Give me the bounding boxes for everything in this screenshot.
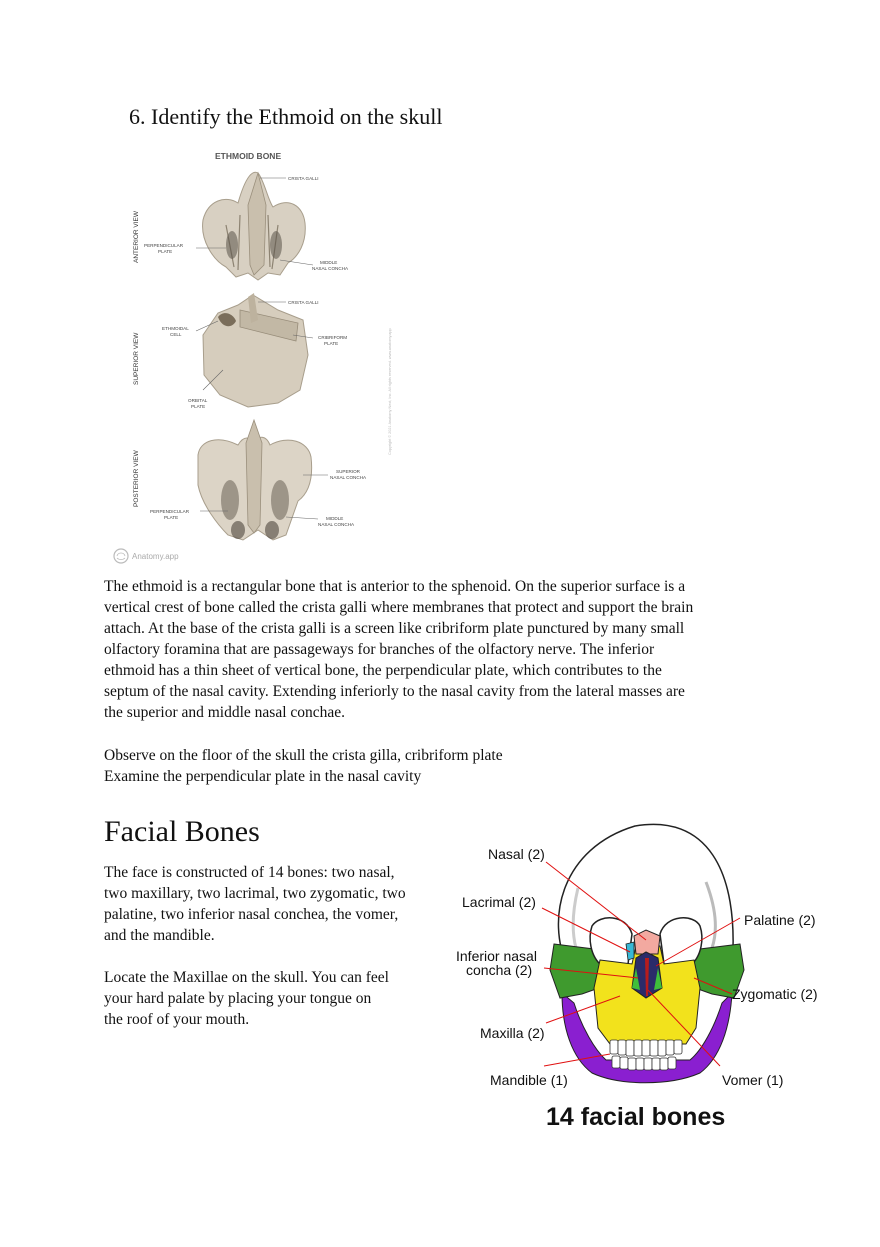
label-vomer: Vomer (1) xyxy=(722,1072,784,1088)
label-crista-galli-superior: CRISTA GALLI xyxy=(288,300,319,305)
text-line: vertical crest of bone called the crista galli where membranes that protect and support the brain xyxy=(104,599,694,616)
figure-caption: 14 facial bones xyxy=(546,1103,726,1131)
label-perpendicular: PERPENDICULAR xyxy=(144,243,184,248)
label-nasal-concha-middle: NASAL CONCHA xyxy=(318,522,355,527)
text-line: the roof of your mouth. xyxy=(104,1011,250,1028)
text-line: The face is constructed of 14 bones: two nasal, xyxy=(104,864,395,881)
text-line: attach. At the base of the crista galli is a screen like cribriform plate punctured by many small xyxy=(104,620,685,637)
superior-view-bone xyxy=(203,293,308,407)
ethmoid-description xyxy=(104,576,724,723)
label-cell: CELL xyxy=(170,332,182,337)
label-orbital: ORBITAL xyxy=(188,398,208,403)
brand-name: Anatomy.app xyxy=(132,552,179,561)
label-nasal-concha-superior: NASAL CONCHA xyxy=(330,475,367,480)
view-label-superior: SUPERIOR VIEW xyxy=(133,332,140,385)
label-concha: concha (2) xyxy=(466,962,533,978)
text-line: the superior and middle nasal conchae. xyxy=(104,704,346,721)
label-plate: PLATE xyxy=(158,249,173,254)
facial-bones-skull-figure xyxy=(450,818,840,1138)
text-line: Examine the perpendicular plate in the nasal cavity xyxy=(104,768,422,785)
label-nasal-concha: NASAL CONCHA xyxy=(312,266,349,271)
label-plate-orbital: PLATE xyxy=(191,404,206,409)
text-line: ethmoid has a thin sheet of vertical bone, the perpendicular plate, which contributes to the xyxy=(104,662,662,679)
label-maxilla: Maxilla (2) xyxy=(480,1025,545,1041)
text-line: and the mandible. xyxy=(104,927,215,944)
label-zygomatic: Zygomatic (2) xyxy=(732,986,818,1002)
view-label-anterior: ANTERIOR VIEW xyxy=(133,210,140,263)
text-line: two maxillary, two lacrimal, two zygomatic, two xyxy=(104,885,406,902)
label-perpendicular-posterior: PERPENDICULAR xyxy=(150,509,190,514)
locate-maxillae-instructions xyxy=(104,967,424,1030)
section-heading-ethmoid: 6. Identify the Ethmoid on the skull xyxy=(129,104,443,129)
brain-icon xyxy=(114,549,128,563)
label-ethmoidal: ETHMOIDAL xyxy=(162,326,189,331)
label-plate-cribriform: PLATE xyxy=(324,341,339,346)
label-inferior-nasal: Inferior nasal xyxy=(456,948,537,964)
text-line: Locate the Maxillae on the skull. You can feel xyxy=(104,969,389,986)
text-line: Observe on the floor of the skull the crista gilla, cribriform plate xyxy=(104,747,503,764)
facial-bones-description xyxy=(104,862,424,946)
label-palatine: Palatine (2) xyxy=(744,912,816,928)
text-line: palatine, two inferior nasal conchea, the vomer, xyxy=(104,906,399,923)
label-middle: MIDDLE xyxy=(320,260,338,265)
label-plate-posterior: PLATE xyxy=(164,515,179,520)
label-middle-posterior: MIDDLE xyxy=(326,516,344,521)
anterior-view-bone xyxy=(203,172,306,280)
text-line: septum of the nasal cavity. Extending inferiorly to the nasal cavity from the lateral masses are xyxy=(104,683,685,700)
label-mandible: Mandible (1) xyxy=(490,1072,568,1088)
text-line: olfactory foramina that are passageways for branches of the olfactory nerve. The inferior xyxy=(104,641,655,658)
posterior-view-bone xyxy=(198,420,312,540)
figure-title: ETHMOID BONE xyxy=(215,151,282,161)
label-nasal: Nasal (2) xyxy=(488,846,545,862)
section-title-facial-bones: Facial Bones xyxy=(104,815,260,848)
text-line: your hard palate by placing your tongue on xyxy=(104,990,372,1007)
copyright-watermark: Copyright © 2021 Anatomy Next, Inc. All rights reserved. www.anatomy.app xyxy=(388,328,392,455)
observe-instructions xyxy=(104,745,724,787)
label-lacrimal: Lacrimal (2) xyxy=(462,894,536,910)
label-crista-galli: CRISTA GALLI xyxy=(288,176,319,181)
label-superior: SUPERIOR xyxy=(336,469,360,474)
teeth xyxy=(610,1040,682,1070)
label-cribriform: CRIBRIFORM xyxy=(318,335,348,340)
ethmoid-bone-figure xyxy=(108,145,398,570)
anatomy-app-logo xyxy=(114,549,179,563)
view-label-posterior: POSTERIOR VIEW xyxy=(133,450,140,507)
text-line: The ethmoid is a rectangular bone that is anterior to the sphenoid. On the superior surface is a xyxy=(104,578,686,595)
